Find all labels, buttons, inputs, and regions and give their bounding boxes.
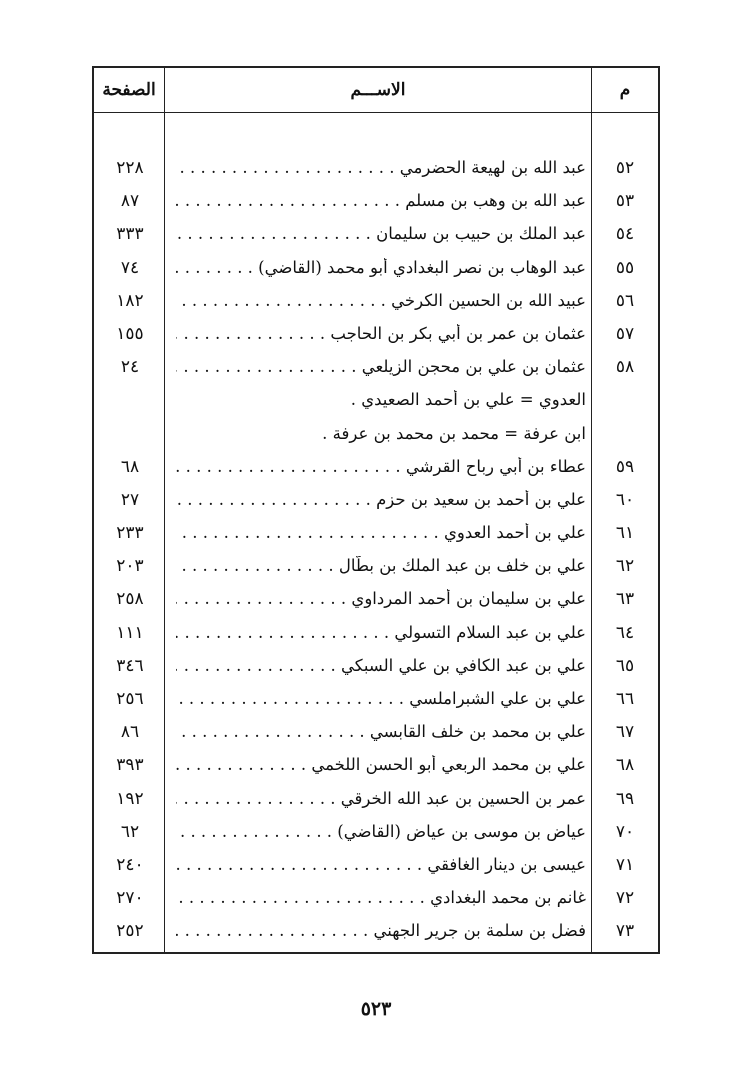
table-row <box>94 486 658 519</box>
row-page: ٢٧ <box>120 489 140 510</box>
row-name: علي بن محمد بن خلف القابسي . . . <box>176 722 586 741</box>
row-page: ٣٩٣ <box>116 755 144 776</box>
row-number: ٦٨ <box>615 755 635 776</box>
row-page: ٣٣٣ <box>116 224 144 245</box>
table-row <box>94 552 658 585</box>
row-page: ٦٨ <box>120 456 140 477</box>
row-number: ٥٩ <box>615 456 635 477</box>
row-name: علي بن علي الشبراملسي . . . <box>176 689 586 708</box>
page-number: ٥٢٣ <box>360 998 392 1020</box>
table-body <box>94 154 658 951</box>
row-number: ٦٧ <box>615 722 635 743</box>
row-number: ٥٦ <box>615 290 635 311</box>
table-row <box>94 353 658 386</box>
table-row <box>94 187 658 220</box>
row-number: ٦٥ <box>615 655 635 676</box>
row-page: ٢٠٣ <box>116 556 144 577</box>
row-name: فضل بن سلمة بن جرير الجهني . . . <box>176 921 586 940</box>
row-name: عطاء بن أبي رباح القرشي . . . <box>176 457 586 476</box>
row-name: عبد الله بن وهب بن مسلم . . . <box>176 191 586 210</box>
row-name: غانم بن محمد البغدادي . . . <box>176 888 586 907</box>
row-number: ٦٦ <box>615 689 635 709</box>
row-number: ٥٨ <box>615 357 635 378</box>
table-row <box>94 652 658 685</box>
row-name: العدوي = علي بن أحمد الصعيدي . <box>350 390 586 410</box>
row-page: ١١١ <box>116 622 144 643</box>
header-number: م <box>619 80 631 100</box>
row-page: ١٨٢ <box>116 290 144 311</box>
table-row <box>94 287 658 320</box>
table-row <box>94 884 658 917</box>
table-row <box>94 785 658 818</box>
row-number: ٦٣ <box>615 589 635 610</box>
row-page: ٧٤ <box>120 257 140 278</box>
row-page: ٦٢ <box>120 821 140 842</box>
table-row <box>94 751 658 784</box>
table-row <box>94 154 658 187</box>
table-row <box>94 453 658 486</box>
row-number: ٧٢ <box>615 888 635 909</box>
row-name: عيسى بن دينار الغافقي . . . <box>176 855 586 874</box>
row-page: ٣٤٦ <box>116 655 144 676</box>
row-number: ٦٤ <box>615 622 635 643</box>
row-number: ٦٩ <box>615 788 635 809</box>
table-row <box>94 619 658 652</box>
cross-reference-row <box>94 386 658 419</box>
row-name: علي بن خلف بن عبد الملك بن بطّال . . . <box>176 556 586 575</box>
row-name: علي بن عبد الكافي بن علي السبكي . . . <box>176 656 586 675</box>
row-number: ٧٠ <box>615 821 635 842</box>
table-row <box>94 818 658 851</box>
header-page: الصفحة <box>102 80 156 100</box>
row-name: ابن عرفة = محمد بن محمد بن عرفة . <box>322 423 586 443</box>
row-number: ٥٤ <box>615 224 635 245</box>
row-number: ٥٢ <box>615 158 635 178</box>
row-page: ٢٥٢ <box>116 921 144 942</box>
row-name: عمر بن الحسين بن عبد الله الخرقي . . . <box>176 789 586 808</box>
table-row <box>94 851 658 884</box>
row-number: ٥٧ <box>615 323 635 344</box>
row-name: علي بن أحمد بن سعيد بن حزم . . . <box>176 490 586 509</box>
row-name: علي بن سليمان بن أحمد المرداوي . . . <box>176 589 586 608</box>
table-row <box>94 320 658 353</box>
row-name: عبد الوهاب بن نصر البغدادي أبو محمد (القاضي) . . . <box>176 258 586 277</box>
row-page: ٢٢٨ <box>116 158 144 178</box>
table-row <box>94 685 658 718</box>
row-name: عثمان بن عمر بن أبي بكر بن الحاجب . . . <box>176 324 586 343</box>
row-page: ٢٤٠ <box>116 854 144 875</box>
row-number: ٥٥ <box>615 257 635 278</box>
table-row <box>94 585 658 618</box>
header-divider <box>94 112 658 113</box>
row-number: ٥٣ <box>615 191 635 212</box>
row-page: ٢٤ <box>120 357 140 378</box>
row-number: ٦٢ <box>615 556 635 577</box>
row-name: عياض بن موسى بن عياض (القاضي) . . . <box>176 822 586 841</box>
row-page: ١٥٥ <box>116 323 144 344</box>
row-page: ٢٣٣ <box>116 523 144 544</box>
cross-reference-row <box>94 420 658 453</box>
header-name: الاســـم <box>350 80 406 100</box>
row-name: عبد الملك بن حبيب بن سليمان . . . <box>176 224 586 243</box>
row-number: ٧١ <box>615 854 635 875</box>
row-name: علي بن عبد السلام التسولي . . . <box>176 623 586 642</box>
row-name: عبد الله بن لهيعة الحضرمي . . . <box>176 158 586 177</box>
index-table <box>92 66 660 954</box>
row-page: ٢٥٦ <box>116 689 144 709</box>
row-name: عبيد الله بن الحسين الكرخي . . . <box>176 291 586 310</box>
row-number: ٦١ <box>615 523 635 544</box>
table-row <box>94 718 658 751</box>
table-row <box>94 917 658 950</box>
table-row <box>94 220 658 253</box>
row-page: ٨٦ <box>120 722 140 743</box>
table-row <box>94 254 658 287</box>
row-name: علي بن محمد الربعي أبو الحسن اللخمي . . . <box>176 755 586 774</box>
row-page: ٢٧٠ <box>116 888 144 909</box>
row-number: ٧٣ <box>615 921 635 942</box>
row-page: ١٩٢ <box>116 788 144 809</box>
row-name: عثمان بن علي بن محجن الزيلعي . . . <box>176 357 586 376</box>
row-page: ٢٥٨ <box>116 589 144 610</box>
row-page: ٨٧ <box>120 191 140 212</box>
row-name: علي بن أحمد العدوي . . . <box>176 523 586 542</box>
row-number: ٦٠ <box>615 489 635 510</box>
table-row <box>94 519 658 552</box>
